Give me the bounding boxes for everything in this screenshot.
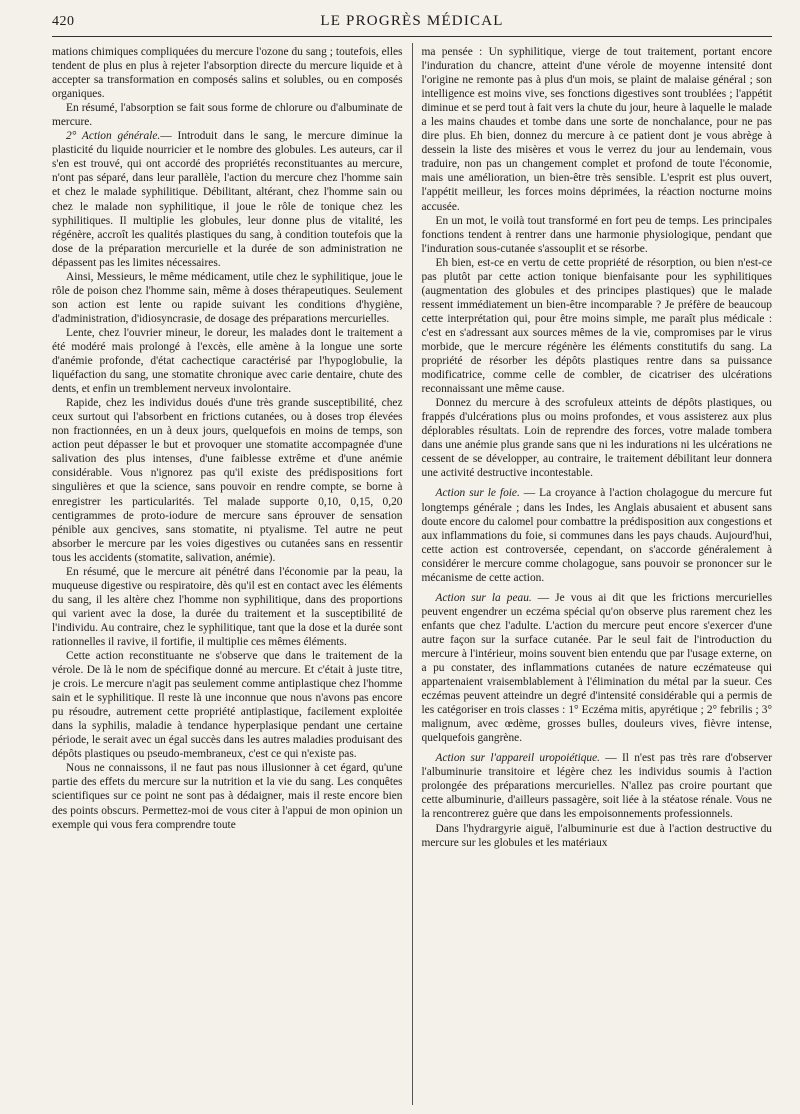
- paragraph: [52, 326, 403, 396]
- section-heading: Action sur la peau.: [435, 591, 532, 604]
- page-header: [52, 8, 772, 37]
- paragraph-text: Eh bien, est-ce en vertu de cette propriété de résorption, ou bien n'est-ce pas plutôt par cette action tonique bienfaisante pour les syphilitiques (augmentation des globules et des principes plastiques) que le malade ressent immédiatement un bien-être incomparable ? Je préfère de beaucoup cette interprétation qui, pour être moins simple, me paraît plus médicale : c'est en s'adressant aux sources mêmes de la vie, compromises par le virus morbide, que le mercure régénère les éléments constitutifs du sang. La propriété de résorber les dépôts plastiques rentre dans sa puissance modificatrice, comme celle de combler, de cicatriser des ulcérations reconnaissant une même cause.: [421, 256, 772, 396]
- paragraph: [422, 822, 773, 850]
- paragraph: [422, 486, 773, 584]
- paragraph-text: En résumé, l'absorption se fait sous forme de chlorure ou d'albuminate de mercure.: [52, 102, 403, 129]
- page-number: 420: [52, 14, 75, 29]
- text-columns: [52, 45, 772, 1105]
- paragraph-text: Donnez du mercure à des scrofuleux atteints de dépôts plastiques, ou frappés d'ulcérations plus ou moins profondes, et vous assisterez aux plus déplorables résultats. Loin de reprendre des forces, votre malade tombera dans une anémie plus grande sans que ni les indurations ni les ulcérations ne cessent de se développer, au contraire, le traitement débilitant leur donnera une activité destructive incontestable.: [421, 397, 772, 480]
- paragraph-text: ma pensée : Un syphilitique, vierge de tout traitement, portant encore l'induration du chancre, atteint d'une vérole de moyenne intensité dont l'origine ne remonte pas à plus d'un mois, se plaint de malaise général ; son intelligence est moins vive, ses fonctions digestives sont troublées ; l'appétit diminue et se perd tout à fait vers la chute du jour, heure à laquelle le malade a les mains chaudes et tombe dans une sorte de nonchalance, pour ne pas dire plus. Eh bien, donnez du mercure à ce patient dont je vous abrège à dessein la liste des misères et vous le verrez du jour au lendemain, vous traduire, non pas un changement complet et profond de toute l'économie, mais une amélioration, un bien-être très sensible. L'esprit est plus ouvert, l'appétit meilleur, les forces moins déprimées, la réaction nocturne moins accusée.: [421, 46, 772, 213]
- paragraph-text: — Il n'est pas très rare d'observer l'albuminurie transitoire et légère chez les individus soumis à l'action prolongée des préparations mercurielles. N'allez pas croire pourtant que cette albuminurie, d'ailleurs passagère, soit liée à la stéatose rénale. Vous ne la rencontrerez guère que dans les empoisonnements professionnels.: [421, 752, 772, 821]
- paragraph: [52, 649, 403, 761]
- section-heading: Action sur l'appareil uropoiétique.: [435, 752, 601, 765]
- paragraph-text: — La croyance à l'action cholagogue du mercure fut longtemps générale ; dans les Indes, les Anglais abusaient et abusent sans doute encore du calomel pour combattre la prédisposition aux congestions et aux inflammations du foie, si communes dans les pays chauds. Aujourd'hui, cette action est controversée, cependant, on s'accorde généralement à considérer le mercure comme cholagogue, sans pouvoir se prononcer sur le mécanisme de cette action.: [421, 487, 772, 584]
- paragraph: [52, 101, 403, 129]
- paragraph: [52, 761, 403, 831]
- paragraph: [52, 565, 403, 649]
- paragraph-text: Ainsi, Messieurs, le même médicament, utile chez le syphilitique, joue le rôle de poison chez l'homme sain, même à doses thérapeutiques. Seulement son action est lente ou rapide suivant les conditions d'hygiène, d'administration, d'idiosyncrasie, de dosage des préparations mercurielles.: [52, 270, 403, 325]
- paragraph-text: Rapide, chez les individus doués d'une très grande susceptibilité, chez ceux surtout qui l'absorbent en frictions cutanées, ou à doses trop élevées non fractionnées, en un à deux jours, quelquefois en moins de temps, son action peut dépasser le but et provoquer une stomatite accompagnée d'une salivation des plus intenses, d'une faiblesse extrême et d'une anémie considérable. Vous n'ignorez pas qu'il existe des prédispositions fort singulières et que la science, sans pouvoir en rendre compte, se borne à enregistrer les particularités. Tel malade supporte 0,10, 0,15, 0,20 centigrammes de proto-iodure de mercure sans éprouver de sensation pénible aux gencives, sans stomatite, ni ptyalisme. Tel autre ne peut absorber le mercure par les voies digestives ou cutanées sans en ressentir tous les accidents (stomatite, salivation, anémie).: [52, 397, 403, 564]
- paragraph: [422, 396, 773, 480]
- paragraph-text: Cette action reconstituante ne s'observe que dans le traitement de la vérole. De là le nom de spécifique donné au mercure. Et c'était à juste titre, je crois. Le mercure n'agit pas seulement comme antiplastique chez l'homme sain et le syphilitique. Il reste là une inconnue que nous n'avons pas encore pu résoudre, autrement cette propriété antiplastique, facilement exploitée dans la syphilis, maladie à tendance hyperplasique pendant une certaine période, le serait avec un égal succès dans les autres maladies produisant des dépôts plastiques ou pseudo-membraneux, c'est ce qui n'existe pas.: [52, 650, 403, 761]
- paragraph-text: — Je vous ai dit que les frictions mercurielles peuvent engendrer un eczéma spécial qu'on observe plus rarement chez les enfants que chez l'adulte. L'action du mercure peut encore s'exercer d'une autre façon sur la surface cutanée. Par le seul fait de l'introduction du mercure à l'intérieur, moins souvent bien entendu que par l'usage externe, on a pu constater, des inflammations cutanées de nature eczémateuse qui appartenaient vraisemblablement à l'élimination du métal par la sueur. Ces eczémas peuvent atteindre un degré d'intensité considérable qui a permis de les catégoriser en trois classes : 1° Eczéma mitis, apyrétique ; 2° febrilis ; 3° malignum, avec œdème, grosses bulles, douleurs vives, fièvre intense, quelquefois gangrène.: [421, 591, 772, 745]
- paragraph: [52, 129, 403, 269]
- paragraph-text: Dans l'hydrargyrie aiguë, l'albuminurie est due à l'action destructive du mercure sur les globules et les matériaux: [421, 822, 772, 849]
- paragraph: [52, 45, 403, 101]
- journal-title: LE PROGRÈS MÉDICAL: [320, 13, 504, 29]
- paragraph: [422, 45, 773, 214]
- paragraph: [422, 751, 773, 821]
- paragraph: [52, 396, 403, 565]
- paragraph-text: — Introduit dans le sang, le mercure diminue la plasticité du liquide nourricier et le nombre des globules. Les auteurs, car il s'en est trouvé, qui ont accordé des propriétés reconstituantes au mercure, n'ont pas séparé, dans leur parallèle, l'action du mercure chez l'homme sain et chez le malade syphilitique. Débilitant, altérant, chez l'homme sain ou chez le malade non syphilitique, il joue le rôle de tonique chez les syphilitiques. Il multiplie les globules, leur donne plus de vitalité, les régénère, accroît les qualités plastiques du sang, à condition toutefois que la dose de la préparation mercurielle et la durée de son administration ne dépassent pas les limites nécessaires.: [52, 130, 403, 269]
- paragraph: [422, 214, 773, 256]
- section-heading: Action sur le foie.: [435, 487, 520, 500]
- paragraph-text: En un mot, le voilà tout transformé en fort peu de temps. Les principales fonctions tendent à rentrer dans une harmonie physiologique, pendant que l'induration sous-cutanée s'assouplit et se résorbe.: [421, 214, 772, 255]
- paragraph-text: Nous ne connaissons, il ne faut pas nous illusionner à cet égard, qu'une partie des effets du mercure sur la nutrition et la vie du sang. Les conquêtes scientifiques sur ce point ne sont pas à dédaigner, mais il reste encore bien des points obscurs. Permettez-moi de vous citer à l'appui de mon opinion un exemple qui vous fera comprendre toute: [52, 762, 403, 831]
- paragraph: [422, 591, 773, 746]
- paragraph-text: Lente, chez l'ouvrier mineur, le doreur, les malades dont le traitement a été modéré mais prolongé à l'excès, elle amène à la longue une sorte d'anémie profonde, d'état cachectique caractérisé par l'hypoglobulie, la liquéfaction du sang, une stomatite chronique avec carie dentaire, chute des dents, et enfin un tremblement nerveux involontaire.: [52, 326, 403, 396]
- paragraph-text: En résumé, que le mercure ait pénétré dans l'économie par la peau, la muqueuse digestive ou respiratoire, dès qu'il est en contact avec les éléments du sang, il les altère chez l'homme non syphilitique, dans des proportions qui varient avec la dose, la durée du traitement et la susceptibilité de l'individu. Au contraire, chez le syphilitique, tant que la dose et la durée sont rationnelles il ravive, il fortifie, il multiplie ces mêmes éléments.: [52, 565, 403, 648]
- paragraph-text: mations chimiques compliquées du mercure l'ozone du sang ; toutefois, elles tendent de plus en plus à rejeter l'absorption directe du mercure liquide et à accepter sa transformation en composés salins et solubles, ou en composés organiques.: [52, 46, 403, 101]
- section-heading: 2° Action générale.: [66, 130, 161, 143]
- paragraph: [52, 270, 403, 326]
- left-column: [52, 45, 412, 1105]
- paragraph: [422, 256, 773, 396]
- right-column: [413, 45, 773, 1105]
